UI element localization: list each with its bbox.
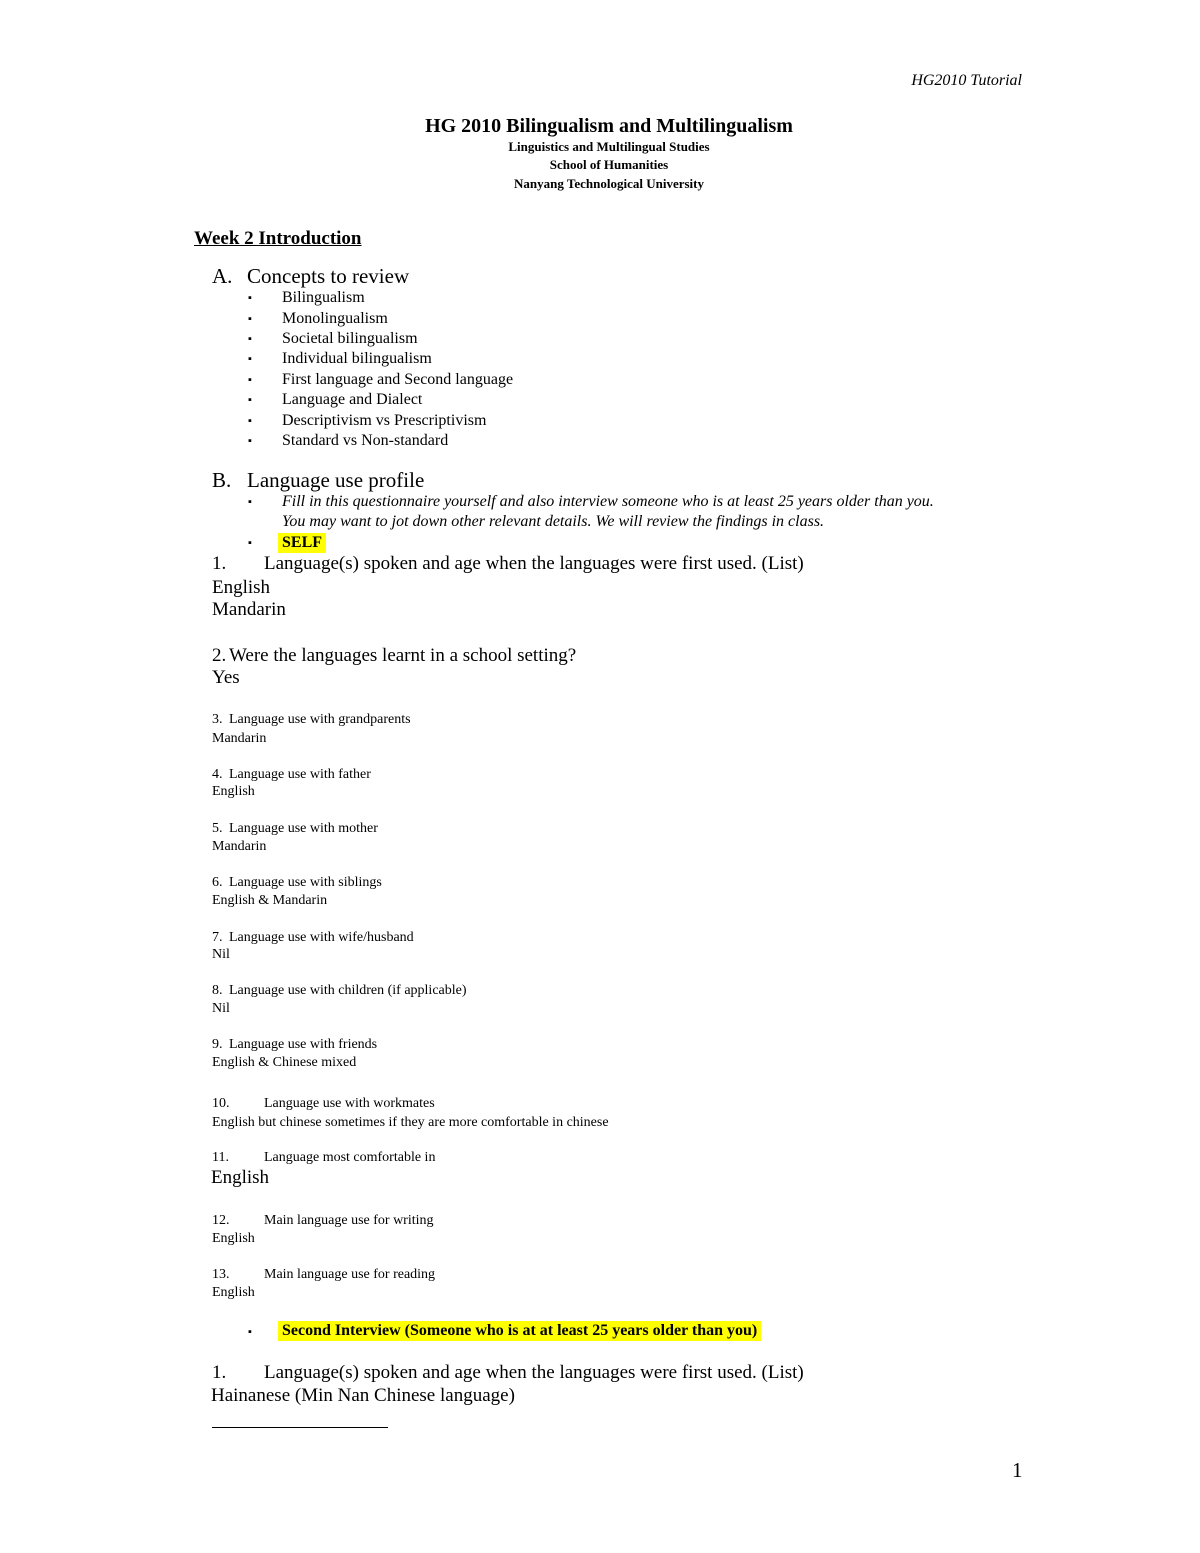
- question-number: 5.: [212, 821, 223, 836]
- question-text: Language use with grandparents: [229, 712, 411, 727]
- bullet-icon: ▪: [248, 496, 252, 508]
- question-text: Language use with children (if applicable): [229, 983, 467, 998]
- answer-text: English: [212, 1285, 255, 1300]
- question-number: 10.: [212, 1096, 230, 1111]
- question-text: Language(s) spoken and age when the languages were first used. (List): [264, 1362, 804, 1383]
- bullet-icon: ▪: [248, 1326, 252, 1338]
- week-heading: Week 2 Introduction: [194, 228, 362, 249]
- question-text: Language use with workmates: [264, 1096, 435, 1111]
- question-number: 7.: [212, 930, 223, 945]
- bullet-icon: ▪: [248, 353, 252, 365]
- section-a-title: Concepts to review: [247, 264, 410, 288]
- bullet-icon: ▪: [248, 415, 252, 427]
- answer-text: English: [212, 577, 271, 598]
- answer-text: English: [212, 1231, 255, 1246]
- question-text: Were the languages learnt in a school setting?: [229, 645, 577, 666]
- answer-text: Mandarin: [212, 731, 267, 746]
- question-text: Language use with father: [229, 767, 371, 782]
- question-text: Language use with wife/husband: [229, 930, 414, 945]
- question-text: Main language use for writing: [264, 1213, 434, 1228]
- question-number: 9.: [212, 1037, 223, 1052]
- answer-text: Nil: [212, 947, 230, 962]
- concept-item: Monolingualism: [282, 310, 388, 327]
- answer-text: Yes: [212, 667, 240, 688]
- bullet-icon: ▪: [248, 292, 252, 304]
- question-number: 6.: [212, 875, 223, 890]
- bullet-icon: ▪: [248, 394, 252, 406]
- answer-text: English: [212, 784, 255, 799]
- bullet-icon: ▪: [248, 313, 252, 325]
- question-number: 3.: [212, 712, 223, 727]
- concept-item: Bilingualism: [282, 289, 365, 306]
- question-text: Language(s) spoken and age when the languages were first used. (List): [264, 553, 804, 574]
- concept-item: Language and Dialect: [282, 391, 423, 408]
- university-line: Nanyang Technological University: [514, 176, 704, 191]
- question-number: 4.: [212, 767, 223, 782]
- question-number: 12.: [212, 1213, 230, 1228]
- department-line: Linguistics and Multilingual Studies: [508, 139, 710, 154]
- bullet-icon: ▪: [248, 333, 252, 345]
- document-title: HG 2010 Bilingualism and Multilingualism: [425, 115, 793, 137]
- question-text: Language use with friends: [229, 1037, 378, 1052]
- running-header: HG2010 Tutorial: [911, 72, 1022, 89]
- answer-text: English: [211, 1167, 270, 1188]
- question-text: Language most comfortable in: [264, 1150, 436, 1165]
- concept-item: Standard vs Non-standard: [282, 432, 449, 449]
- bullet-icon: ▪: [248, 374, 252, 386]
- footnote-separator: [212, 1427, 388, 1428]
- bullet-icon: ▪: [248, 537, 252, 549]
- question-number: 11.: [212, 1150, 229, 1165]
- question-number: 8.: [212, 983, 223, 998]
- question-text: Main language use for reading: [264, 1267, 436, 1282]
- self-label: SELF: [278, 533, 326, 553]
- question-text: Language use with mother: [229, 821, 378, 836]
- answer-text: English & Mandarin: [212, 893, 328, 908]
- second-interview-label: Second Interview (Someone who is at at least 25 years older than you): [278, 1321, 761, 1341]
- question-number: 2.: [212, 645, 227, 666]
- question-number: 1.: [212, 1362, 227, 1383]
- section-b-title: Language use profile: [247, 468, 425, 492]
- instruction-line: Fill in this questionnaire yourself and also interview someone who is at least 25 years older than you.: [282, 493, 934, 510]
- bullet-icon: ▪: [248, 435, 252, 447]
- concept-item: First language and Second language: [282, 371, 514, 388]
- page-number: 1: [1012, 1458, 1023, 1482]
- concept-item: Descriptivism vs Prescriptivism: [282, 412, 487, 429]
- concept-item: Societal bilingualism: [282, 330, 418, 347]
- question-text: Language use with siblings: [229, 875, 382, 890]
- concept-item: Individual bilingualism: [282, 350, 432, 367]
- answer-text: Hainanese (Min Nan Chinese language): [211, 1385, 515, 1406]
- section-a-letter: A.: [212, 264, 233, 288]
- school-line: School of Humanities: [549, 157, 669, 172]
- answer-text: English but chinese sometimes if they are more comfortable in chinese: [212, 1115, 609, 1130]
- question-number: 13.: [212, 1267, 230, 1282]
- instruction-line: You may want to jot down other relevant details. We will review the findings in class.: [282, 513, 825, 530]
- question-number: 1.: [212, 553, 227, 574]
- answer-text: Mandarin: [212, 599, 286, 620]
- answer-text: English & Chinese mixed: [212, 1055, 357, 1070]
- answer-text: Nil: [212, 1001, 230, 1016]
- answer-text: Mandarin: [212, 839, 267, 854]
- section-b-letter: B.: [212, 468, 232, 492]
